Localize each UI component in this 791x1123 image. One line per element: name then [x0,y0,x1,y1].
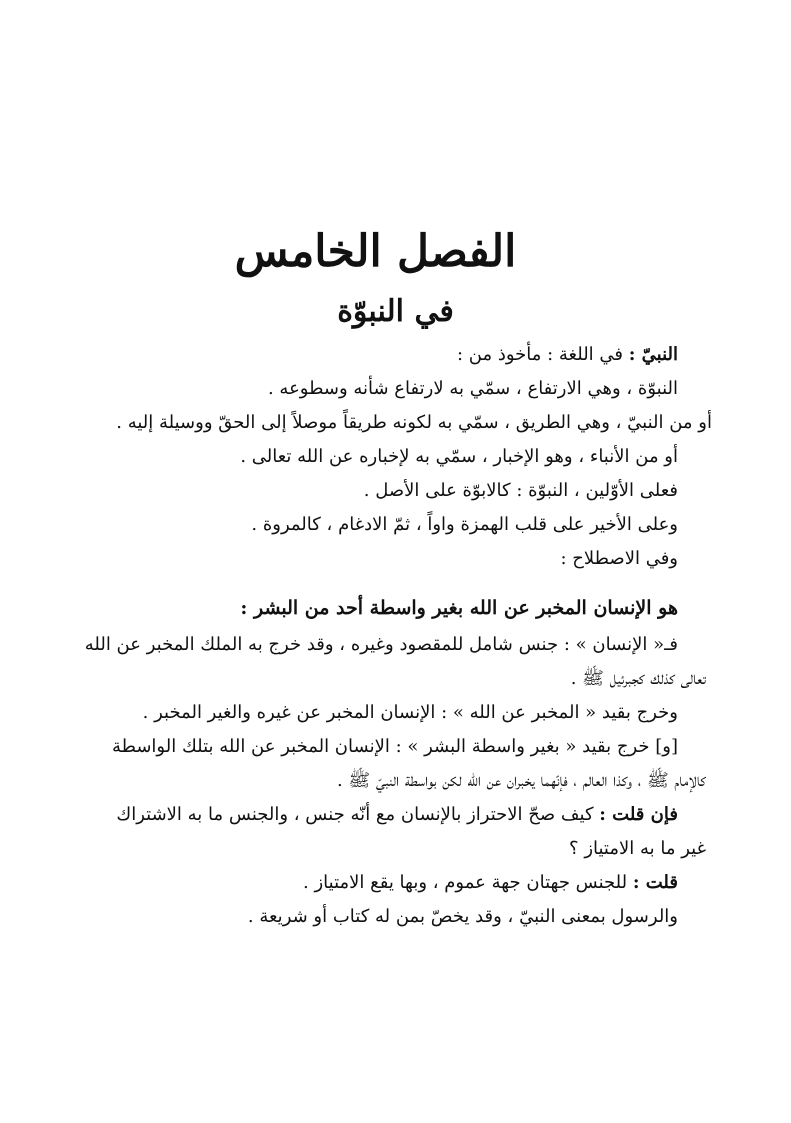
paragraph-line [78,338,706,372]
paragraph-line [78,542,706,576]
line-text: وخرج بقيد « المخبر عن الله » : الإنسان المخبر عن غيره والغير المخبر . [142,702,678,723]
paragraph-line [78,662,706,696]
line-text: كالإمام ﷺ ، وكذا العالم ، فإنّهما يخبران عن الله لكن بواسطة النبيّ ﷺ . [336,770,706,791]
paragraph-line [78,696,706,730]
term-lead: قلت : [632,872,678,893]
paragraph-line [78,372,706,406]
paragraph-line [78,866,706,900]
line-text: تعالى كذلك كجبرئيل ﷺ . [570,668,706,689]
line-text: غير ما به الامتياز ؟ [569,838,706,859]
line-text: والرسول بمعنى النبيّ ، وقد يخصّ بمن له كتاب أو شريعة . [247,906,678,927]
line-text: فـ« الإنسان » : جنس شامل للمقصود وغيره ، وقد خرج به الملك المخبر عن الله [84,634,678,655]
section-title: في النبوّة [337,294,454,329]
term-lead: فإن قلت : [599,804,678,825]
line-text: في اللغة : مأخوذ من : [456,344,629,365]
term-lead: النبيّ : [628,344,678,365]
paragraph-line [78,474,706,508]
line-text: أو من الأنباء ، وهو الإخبار ، سمّي به لإخباره عن الله تعالى . [240,446,678,467]
definition-heading: هو الإنسان المخبر عن الله بغير واسطة أحد من البشر : [240,597,678,619]
paragraph-line [78,798,706,832]
line-text: وفي الاصطلاح : [560,548,678,569]
line-text: النبوّة ، وهي الارتفاع ، سمّي به لارتفاع شأنه وسطوعه . [267,378,678,399]
paragraph-line [78,628,706,662]
paragraph-line [78,508,706,542]
paragraph-line [78,900,706,934]
body-text [78,338,712,934]
line-text: فعلى الأوّلين ، النبوّة : كالابوّة على الأصل . [363,480,678,501]
chapter-title: الفصل الخامس [234,226,517,277]
paragraph-line [78,730,706,764]
line-text: [و] خرج بقيد « بغير واسطة البشر » : الإنسان المخبر عن الله بتلك الواسطة [111,736,678,757]
paragraph-line [78,832,706,866]
line-text: أو من النبيّ ، وهي الطريق ، سمّي به لكونه طريقاً موصلاً إلى الحقّ ووسيلة إليه . [116,412,712,433]
paragraph-line [78,764,706,798]
paragraph-line [78,440,706,474]
paragraph-line [78,406,712,440]
line-text: وعلى الأخير على قلب الهمزة واواً ، ثمّ الادغام ، كالمروة . [251,514,678,535]
line-text: كيف صحّ الاحتراز بالإنسان مع أنّه جنس ، والجنس ما به الاشتراك [116,804,600,825]
line-text: للجنس جهتان جهة عموم ، وبها يقع الامتياز . [303,872,633,893]
